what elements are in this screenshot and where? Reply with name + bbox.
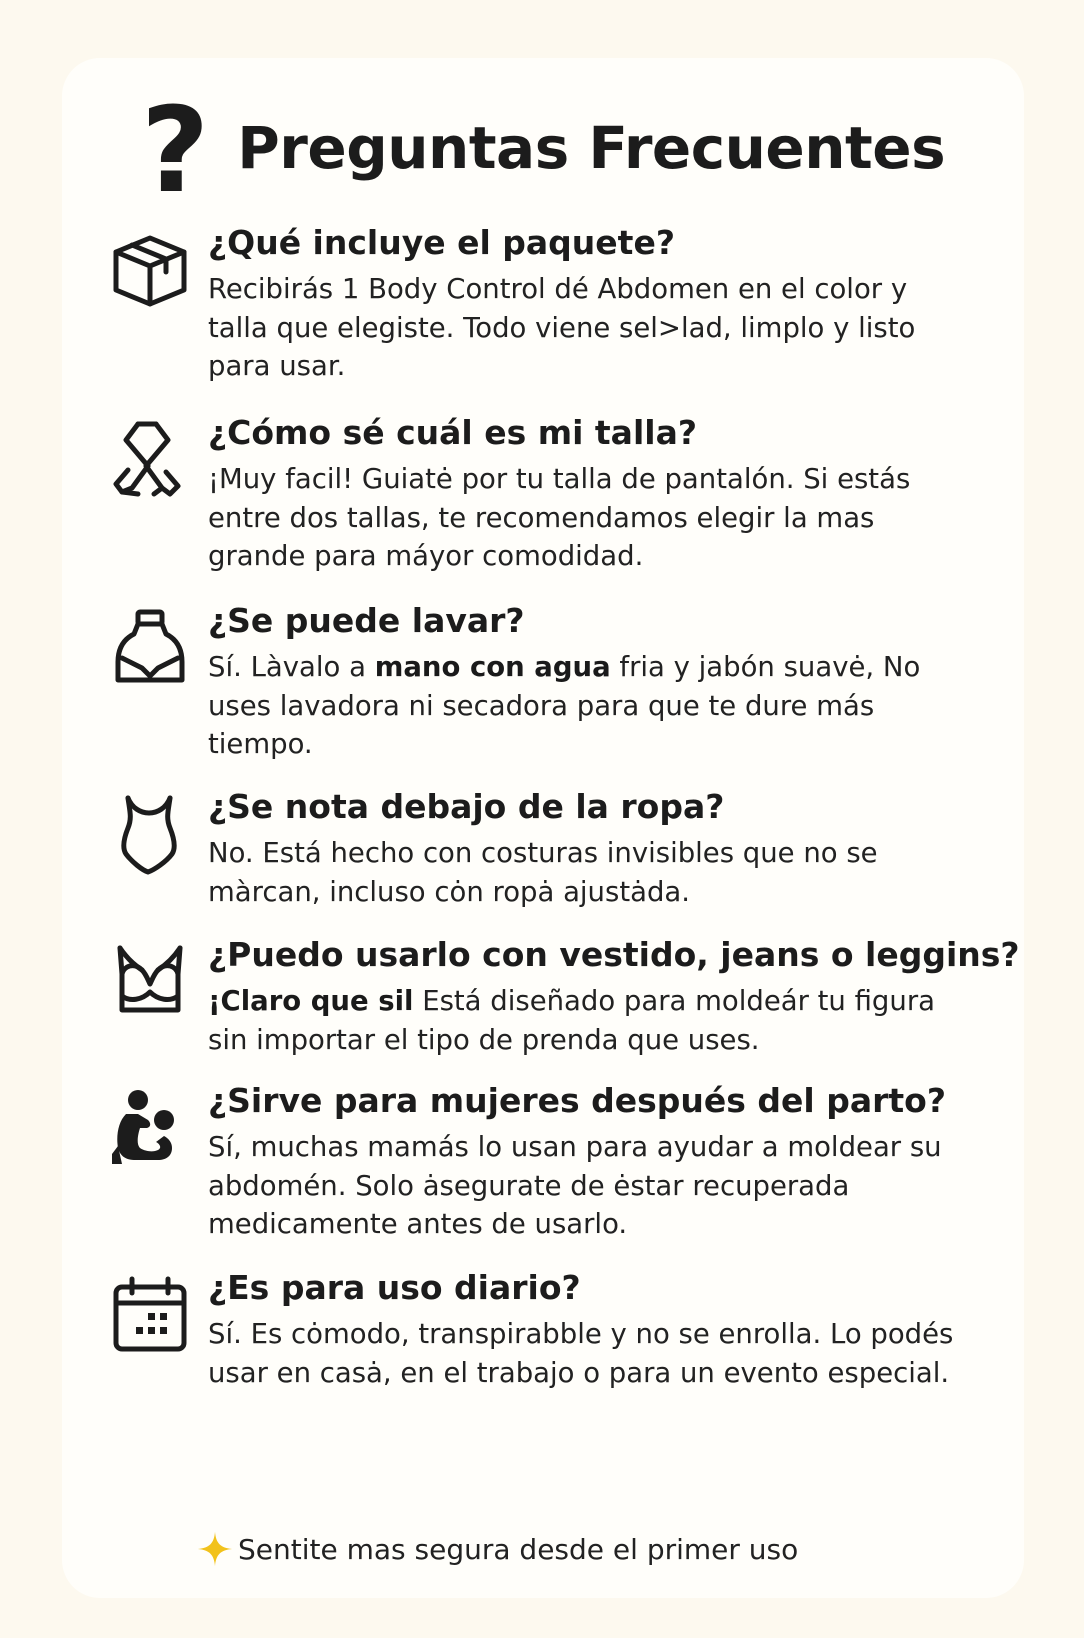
faq-answer: No. Está hecho con costuras invisibles que no se màrcan, incluso cȯn ropȧ ajustȧda. bbox=[208, 837, 878, 908]
mother-baby-icon bbox=[108, 1086, 192, 1170]
page-title: Preguntas Frecuentes bbox=[237, 114, 946, 182]
faq-question: ¿Se nota debajo de la ropa? bbox=[208, 787, 725, 826]
faq-question: ¿Qué incluye el paquete? bbox=[208, 223, 675, 262]
faq-item-postpartum bbox=[108, 1080, 988, 1244]
faq-answer: Sí. Làvalo a mano con agua fria y jabón suavė, No uses lavadora ni secadora para que te dure más tiempo. bbox=[208, 651, 921, 760]
faq-answer: Sí, muchas mamás lo usan para ayudar a moldear su abdomén. Solo ȧsegurate de ėstar recuperada medicamente antes de usarlo. bbox=[208, 1131, 942, 1240]
detergent-bottle-icon bbox=[108, 606, 192, 690]
faq-answer: Sí. Es cȯmodo, transpirabble y no se enrolla. Lo podés usar en casȧ, en el trabajo o para un evento especial. bbox=[208, 1318, 954, 1389]
faq-question: ¿Puedo usarlo con vestido, jeans o leggins? bbox=[208, 935, 1020, 974]
calendar-icon bbox=[108, 1273, 192, 1357]
bodysuit-icon bbox=[108, 792, 192, 876]
footer-text: Sentite mas segura desde el primer uso bbox=[238, 1532, 799, 1566]
faq-item-wash bbox=[108, 600, 988, 764]
package-box-icon bbox=[108, 228, 192, 312]
faq-answer: Recibirás 1 Body Control dé Abdomen en el color y talla que elegiste. Todo viene sel>lad, limplo y listo para usar. bbox=[208, 273, 916, 382]
faq-answer: ¡Muy facil! Guiatė por tu talla de pantalón. Si estás entre dos tallas, te recomendamos elegir la mas grande para máyor comodidad. bbox=[208, 463, 911, 572]
faq-item-daily bbox=[108, 1267, 988, 1392]
footer bbox=[196, 1530, 798, 1568]
faq-answer: ¡Claro que sil Está diseñado para moldeár tu figura sin importar el tipo de prenda que uses. bbox=[208, 985, 935, 1056]
bra-icon bbox=[108, 940, 192, 1024]
sparkle-icon bbox=[196, 1530, 234, 1568]
faq-question: ¿Cómo sé cuál es mi talla? bbox=[208, 413, 697, 452]
faq-question: ¿Es para uso diario? bbox=[208, 1268, 581, 1307]
faq-question: ¿Sirve para mujeres después del parto? bbox=[208, 1081, 946, 1120]
faq-item-visibility bbox=[108, 786, 988, 911]
header bbox=[62, 81, 1024, 219]
faq-item-package bbox=[108, 222, 988, 386]
question-mark-icon: ? bbox=[140, 81, 210, 219]
measuring-tape-icon bbox=[108, 418, 192, 502]
faq-item-size bbox=[108, 412, 988, 576]
faq-question: ¿Se puede lavar? bbox=[208, 601, 525, 640]
faq-item-clothing bbox=[108, 934, 1020, 1059]
